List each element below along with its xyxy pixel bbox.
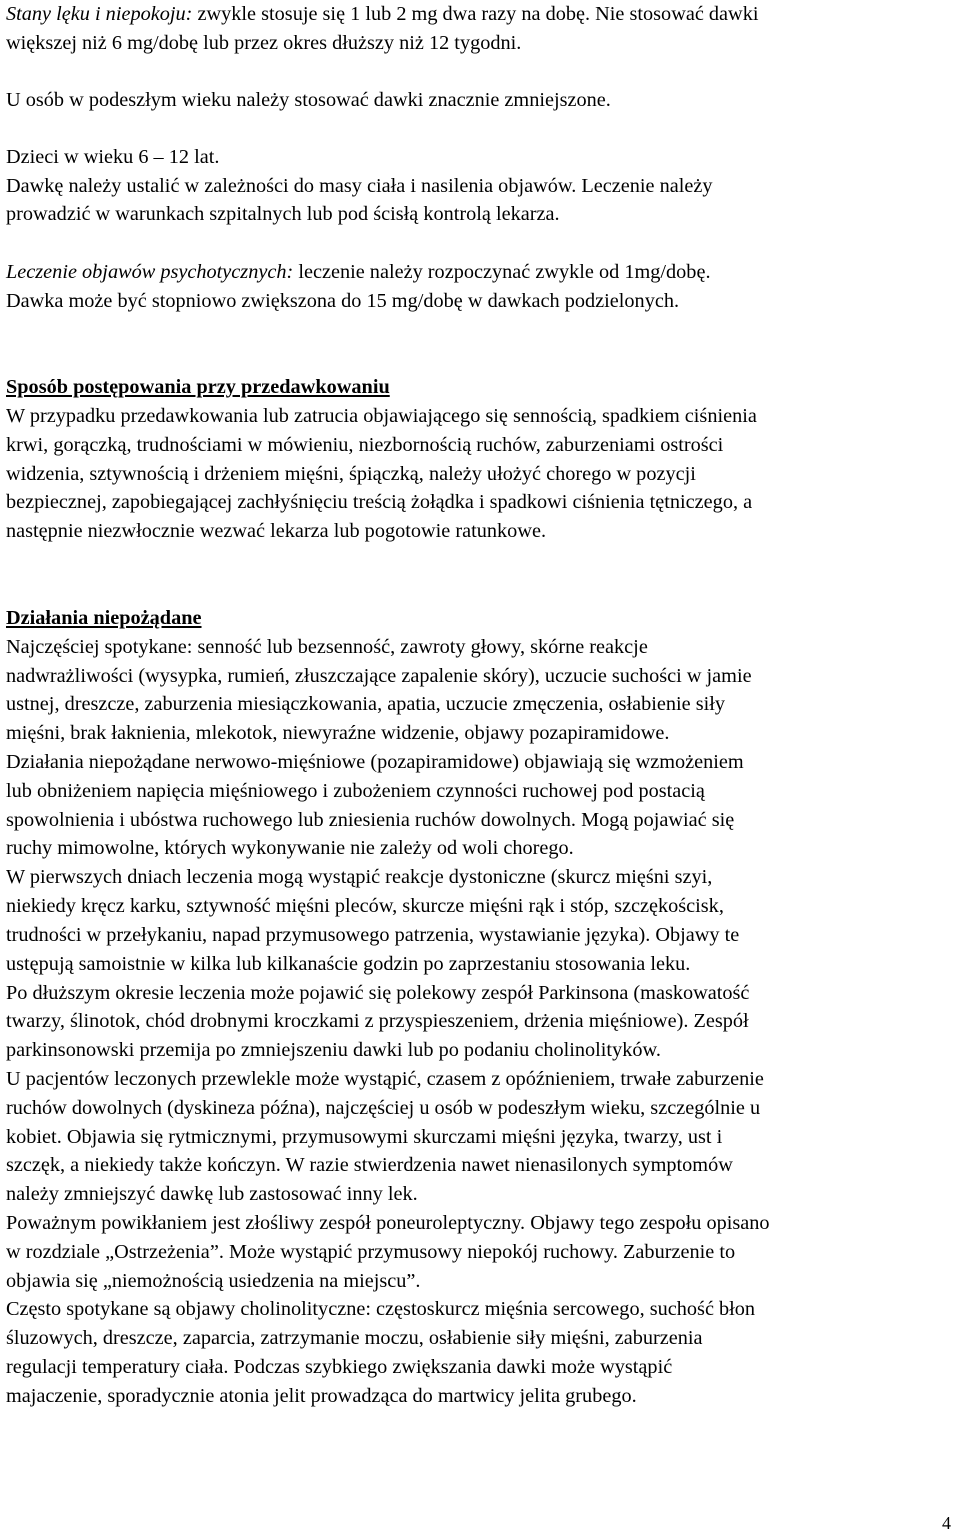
side-effects-line: szczęk, a niekiedy także kończyn. W razie stwierdzenia nawet nienasilonych symptomów <box>6 1154 733 1176</box>
anxiety-text: zwykle stosuje się 1 lub 2 mg dwa razy na dobę. Nie stosować dawki <box>192 3 759 25</box>
side-effects-line: Często spotykane są objawy cholinolityczne: częstoskurcz mięśnia sercowego, suchość błon <box>6 1298 756 1320</box>
overdose-line: widzenia, sztywnością i drżeniem mięśni, śpiączką, należy ułożyć chorego w pozycji <box>6 463 696 485</box>
psychotic-label: Leczenie objawów psychotycznych: <box>6 261 294 283</box>
children-heading-line: Dzieci w wieku 6 – 12 lat. <box>6 146 220 168</box>
side-effects-line: ustnej, dreszcze, zaburzenia miesiączkowania, apatia, uczucie zmęczenia, osłabienie siły <box>6 693 726 715</box>
side-effects-line: należy zmniejszyć dawkę lub zastosować inny lek. <box>6 1183 418 1205</box>
psychotic-dosage-line-1 <box>6 258 711 287</box>
side-effects-line: W pierwszych dniach leczenia mogą wystąpić reakcje dystoniczne (skurcz mięśni szyi, <box>6 866 713 888</box>
children-dosage-line-2: prowadzić w warunkach szpitalnych lub pod ścisłą kontrolą lekarza. <box>6 203 560 225</box>
overdose-heading: Sposób postępowania przy przedawkowaniu <box>6 376 390 398</box>
dosage-anxiety-line-2: większej niż 6 mg/dobę lub przez okres dłuższy niż 12 tygodni. <box>6 32 522 54</box>
side-effects-line: objawia się „niemożnością usiedzenia na miejscu”. <box>6 1270 421 1292</box>
page-number: 4 <box>942 1513 951 1533</box>
overdose-line: bezpiecznej, zapobiegającej zachłyśnięciu treścią żołądka i spadkowi ciśnienia tętniczego, a <box>6 491 753 513</box>
overdose-line: W przypadku przedawkowania lub zatrucia objawiającego się sennością, spadkiem ciśnienia <box>6 405 757 427</box>
side-effects-line: ruchów dowolnych (dyskineza późna), najczęściej u osób w podeszłym wieku, szczególnie u <box>6 1097 761 1119</box>
side-effects-line: parkinsonowski przemija po zmniejszeniu dawki lub po podaniu cholinolityków. <box>6 1039 661 1061</box>
side-effects-line: w rozdziale „Ostrzeżenia”. Może wystąpić przymusowy niepokój ruchowy. Zaburzenie to <box>6 1241 736 1263</box>
side-effects-line: ruchy mimowolne, których wykonywanie nie zależy od woli chorego. <box>6 837 574 859</box>
side-effects-line: Działania niepożądane nerwowo-mięśniowe (pozapiramidowe) objawiają się wzmożeniem <box>6 751 744 773</box>
side-effects-line: twarzy, ślinotok, chód drobnymi kroczkami z przyspieszeniem, drżenia mięśniowe). Zespół <box>6 1010 749 1032</box>
side-effects-line: Po dłuższym okresie leczenia może pojawić się polekowy zespół Parkinsona (maskowatość <box>6 982 750 1004</box>
overdose-line: krwi, gorączką, trudnościami w mówieniu, niezbornością ruchów, zaburzeniami ostrości <box>6 434 724 456</box>
side-effects-line: lub obniżeniem napięcia mięśniowego i zubożeniem czynności ruchowej pod postacią <box>6 780 705 802</box>
side-effects-line: ustępują samoistnie w kilka lub kilkanaście godzin po zaprzestaniu stosowania leku. <box>6 953 691 975</box>
psychotic-text: leczenie należy rozpoczynać zwykle od 1mg/dobę. <box>293 261 711 283</box>
side-effects-heading: Działania niepożądane <box>6 607 202 629</box>
side-effects-line: regulacji temperatury ciała. Podczas szybkiego zwiększania dawki może wystąpić <box>6 1356 673 1378</box>
side-effects-line: trudności w przełykaniu, napad przymusowego patrzenia, wystawianie języka). Objawy te <box>6 924 740 946</box>
psychotic-dosage-line-2: Dawka może być stopniowo zwiększona do 15 mg/dobę w dawkach podzielonych. <box>6 290 680 312</box>
side-effects-line: U pacjentów leczonych przewlekle może wystąpić, czasem z opóźnieniem, trwałe zaburzenie <box>6 1068 764 1090</box>
side-effects-line: kobiet. Objawia się rytmicznymi, przymusowymi skurczami mięśni języka, twarzy, ust i <box>6 1126 723 1148</box>
side-effects-line: spowolnienia i ubóstwa ruchowego lub zniesienia ruchów dowolnych. Mogą pojawiać się <box>6 809 735 831</box>
side-effects-line: nadwrażliwości (wysypka, rumień, złuszczające zapalenie skóry), uczucie suchości w jamie <box>6 665 752 687</box>
side-effects-line: Najczęściej spotykane: senność lub bezsenność, zawroty głowy, skórne reakcje <box>6 636 648 658</box>
dosage-anxiety-line-1 <box>6 0 758 29</box>
children-dosage-line-1: Dawkę należy ustalić w zależności do masy ciała i nasilenia objawów. Leczenie należy <box>6 175 713 197</box>
side-effects-line: majaczenie, sporadycznie atonia jelit prowadząca do martwicy jelita grubego. <box>6 1385 637 1407</box>
side-effects-line: śluzowych, dreszcze, zaparcia, zatrzymanie moczu, osłabienie siły mięśni, zaburzenia <box>6 1327 703 1349</box>
side-effects-line: niekiedy kręcz karku, sztywność mięśni pleców, skurcze mięśni rąk i stóp, szczękościsk, <box>6 895 724 917</box>
side-effects-line: mięśni, brak łaknienia, mlekotok, niewyraźne widzenie, objawy pozapiramidowe. <box>6 722 670 744</box>
anxiety-label: Stany lęku i niepokoju: <box>6 3 193 25</box>
side-effects-line: Poważnym powikłaniem jest złośliwy zespół poneuroleptyczny. Objawy tego zespołu opisano <box>6 1212 770 1234</box>
overdose-line: następnie niezwłocznie wezwać lekarza lub pogotowie ratunkowe. <box>6 520 547 542</box>
elderly-dosage-line: U osób w podeszłym wieku należy stosować dawki znacznie zmniejszone. <box>6 89 611 111</box>
